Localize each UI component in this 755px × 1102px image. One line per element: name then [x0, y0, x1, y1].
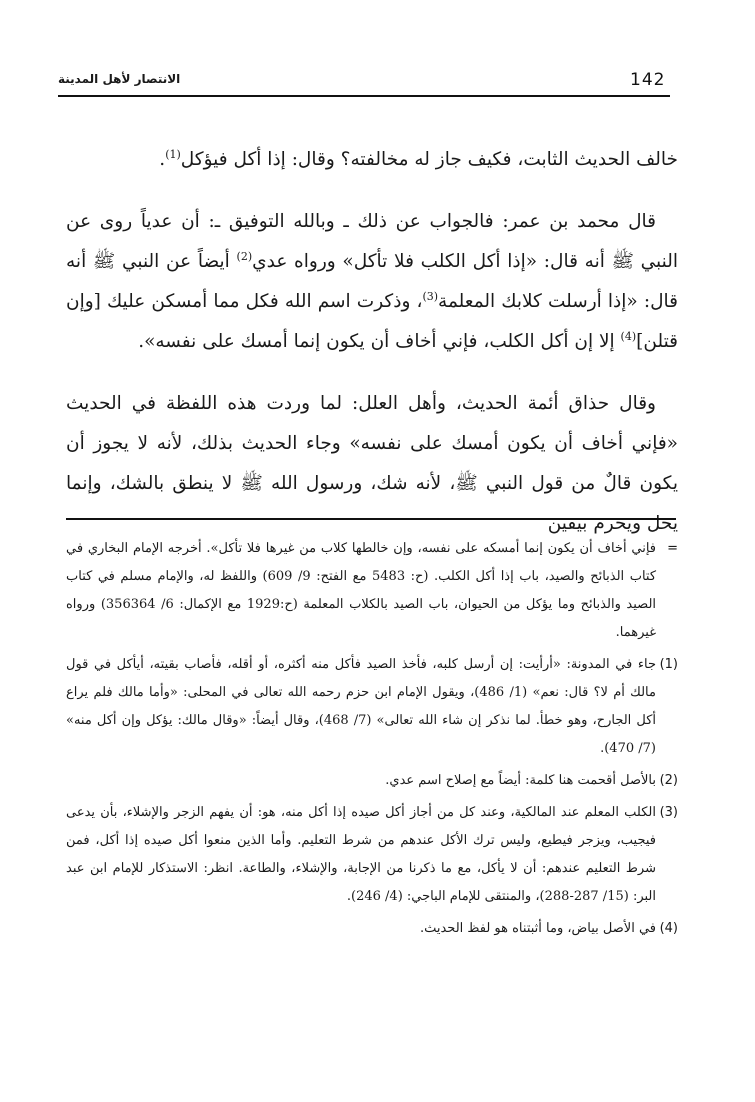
paragraph-1-text: خالف الحديث الثابت، فكيف جاز له مخالفته؟ وقال: إذا أكل فيؤكل — [180, 149, 678, 170]
paragraph-1-end: . — [159, 149, 166, 170]
footnote-text: فإني أخاف أن يكون إنما أمسكه على نفسه، وإن خالطها كلاب من غيرها فلا تأكل». أخرجه الإمام البخاري في كتاب الذبائح والصيد، باب إذا أكل الكلب. (ح: 5483 مع الفتح: 9/ 609) واللفظ له، والإمام مسلم في كتاب الصيد والذبائح وما يؤكل من الحيوان، باب الصيد بالكلاب المعلمة (ح:1929 مع الإكمال: 6/ 356364) ورواه غيرهما. — [66, 541, 657, 640]
footnote-text: جاء في المدونة: «أرأيت: إن أرسل كلبه، فأخذ الصيد فأكل منه أكثره، أو أقله، فأصاب بقيته، أيأكل في قول مالك أم لا؟ قال: نعم» (1/ 486)، ويقول الإمام ابن حزم رحمه الله تعالى في المحلى: «وأما مالك فلم يراع أكل الجارح، وهو خطأ. لما نذكر إن شاء الله تعالى» (7/ 468)، وقال أيضاً: «وقال مالك: يؤكل وإن أكل منه» (7/ 470). — [66, 657, 656, 756]
paragraph-2-cont: أيضاً عن النبي ﷺ أنه قال: «إذا أرسلت كلابك المعلمة — [66, 251, 678, 312]
footnote-1 — [66, 651, 678, 763]
main-text — [66, 140, 678, 566]
paragraph-2-cont2: ، وذكرت اسم الله فكل مما أمسكن عليك [وإن قتلن] — [66, 291, 678, 352]
footnote-marker: (4) — [659, 921, 678, 936]
footnote-marker: (1) — [659, 657, 678, 672]
footnote-ref-4: (4) — [620, 329, 637, 343]
footnotes — [66, 535, 678, 947]
footnote-2 — [66, 767, 678, 795]
paragraph-3-text: وقال حذاق أئمة الحديث، وأهل العلل: لما وردت هذه اللفظة في الحديث «فإني أخاف أن يكون أمسك على نفسه» وجاء الحديث بذلك، لأنه لا يجوز أن يكون قالٌ من قول النبي ﷺ، لأنه شك، ورسول الله ﷺ لا ينطق بالشك، وإنما يحل ويحرم بيقين — [66, 393, 678, 534]
header-rule — [58, 95, 670, 97]
footnote-continuation — [66, 535, 678, 647]
footnote-marker: (2) — [659, 773, 678, 788]
footnote-ref-3: (3) — [422, 289, 439, 303]
footnote-3 — [66, 799, 678, 911]
paragraph-2-text: قال محمد بن عمر: فالجواب عن ذلك ـ وبالله التوفيق ـ: أن عدياً روى عن النبي ﷺ أنه قال: «إذا أكل الكلب فلا تأكل» ورواه عدي — [66, 211, 678, 272]
page-header — [58, 70, 670, 94]
footnote-separator — [66, 518, 676, 520]
footnote-ref-2: (2) — [236, 249, 253, 263]
footnote-marker: = — [667, 541, 678, 556]
footnote-text: في الأصل بياض، وما أثبتناه هو لفظ الحديث. — [419, 921, 656, 936]
footnote-marker: (3) — [659, 805, 678, 820]
paragraph-3 — [66, 384, 678, 544]
page-number: 142 — [630, 70, 666, 90]
paragraph-2 — [66, 202, 678, 362]
footnote-ref-1: (1) — [165, 147, 181, 161]
footnote-text: الكلب المعلم عند المالكية، وعند كل من أجاز أكل صيده إذا أكل منه، هو: أن يفهم الزجر والإشلاء، بأن يدعى فيجيب، ويزجر فيطيع، وليس ترك الأكل عندهم من شرط التعليم. وأما الذين منعوا أكل صيده إذا أكل، فمن شرط التعليم عندهم: أن لا يأكل، مع ما ذكرنا من الإجابة، والإشلاء، والطاعة. انظر: الاستذكار للإمام ابن عبد البر: (15/ 287-288)، والمنتقى للإمام الباجي: (4/ 246). — [66, 805, 656, 904]
paragraph-2-end: إلا إن أكل الكلب، فإني أخاف أن يكون إنما أمسك على نفسه». — [138, 331, 621, 352]
running-title: الانتصار لأهل المدينة — [58, 72, 181, 86]
footnote-text: بالأصل أقحمت هنا كلمة: أيضاً مع إصلاح اسم عدي. — [385, 773, 656, 788]
paragraph-1 — [66, 140, 678, 180]
footnote-4 — [66, 915, 678, 943]
